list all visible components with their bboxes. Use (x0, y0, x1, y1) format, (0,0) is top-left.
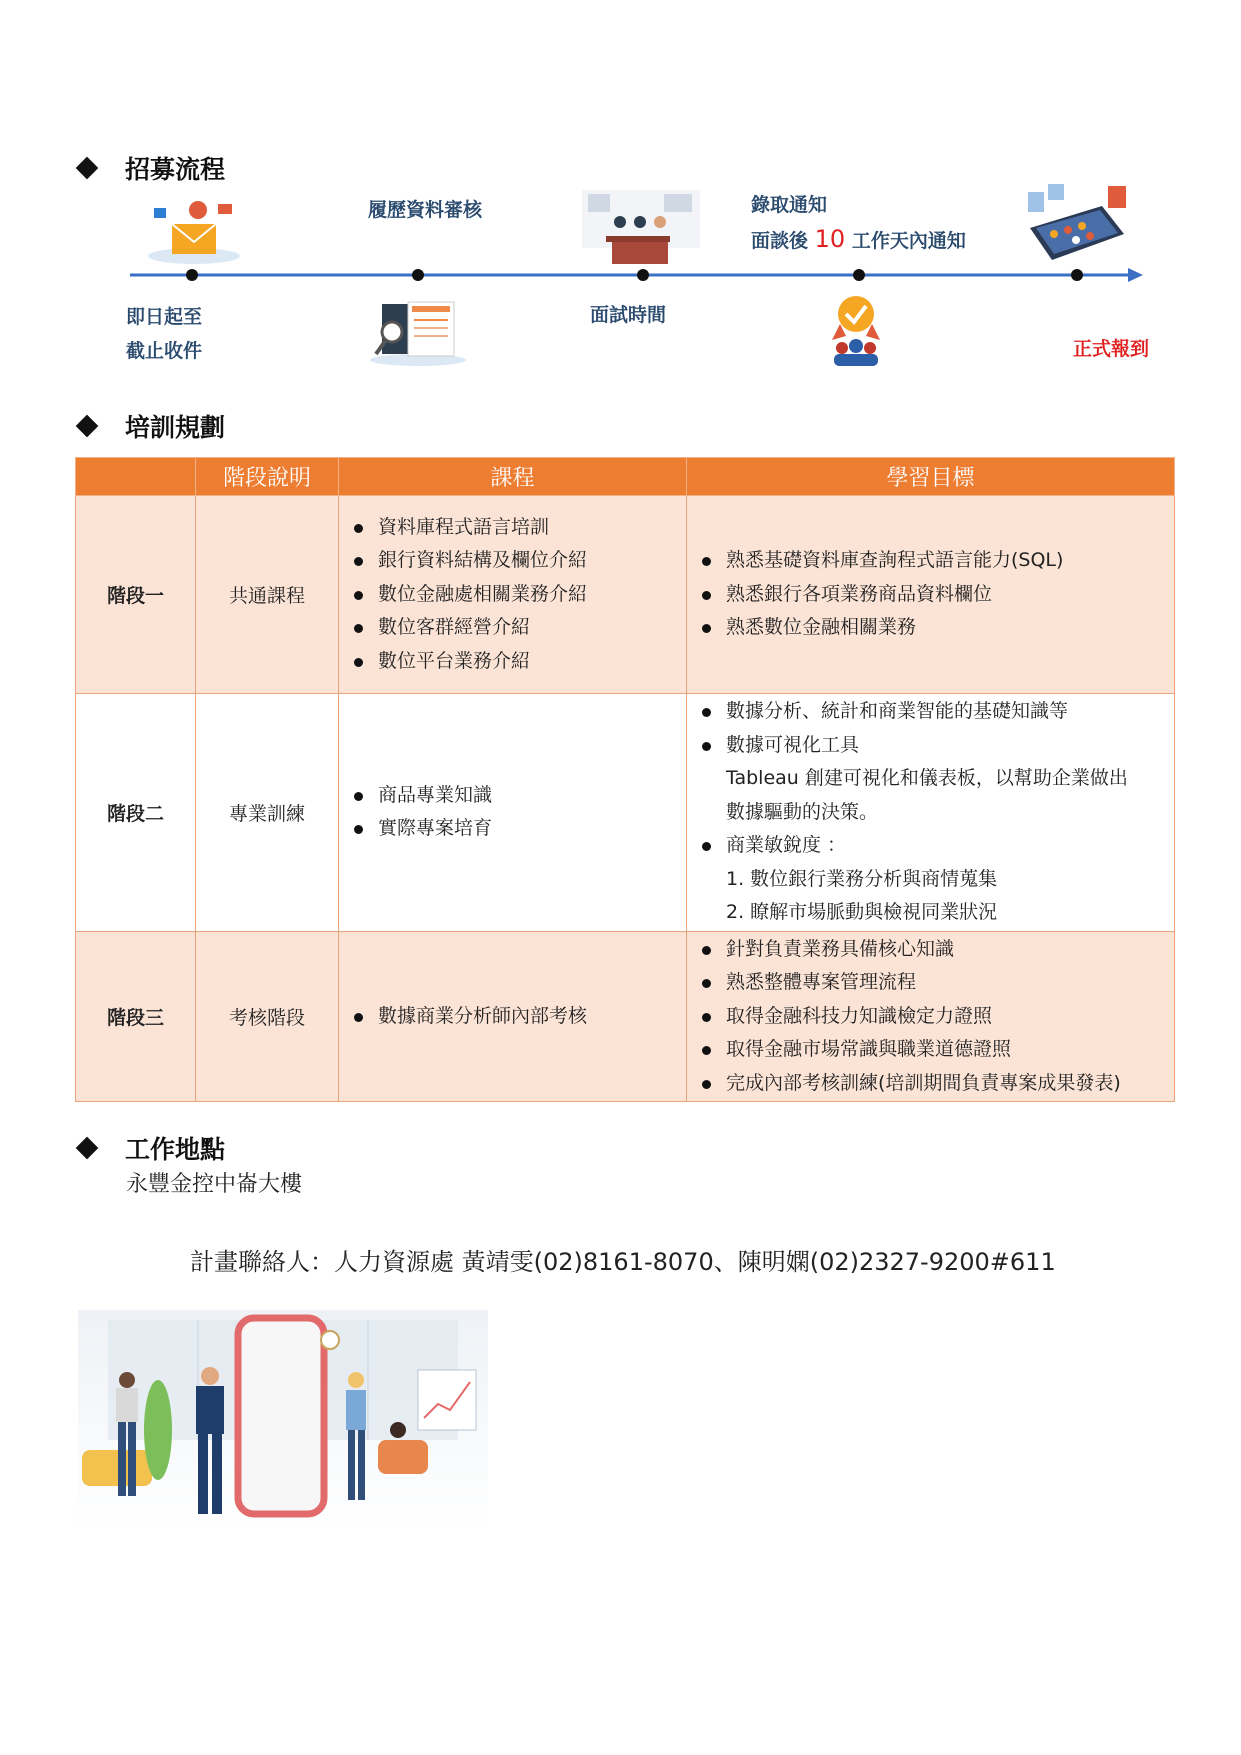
course-cell (339, 496, 687, 694)
diamond-bullet-icon (76, 157, 99, 180)
list-item: 數位金融處相關業務介紹 (352, 578, 685, 612)
interview-illustration (578, 184, 704, 264)
goal-cell (687, 694, 1175, 932)
list-item: 熟悉基礎資料庫查詢程式語言能力(SQL) (700, 544, 1173, 578)
list-item: 銀行資料結構及欄位介紹 (352, 544, 685, 578)
list-item: 熟悉整體專案管理流程 (700, 966, 1173, 1000)
list-item: 完成內部考核訓練(培訓期間負責專案成果發表) (700, 1067, 1173, 1101)
list-item: 數據可視化工具 (700, 729, 1173, 763)
header-stage-desc: 階段說明 (196, 458, 339, 496)
course-cell (339, 694, 687, 932)
list-item: 商品專業知識 (352, 779, 685, 813)
timeline-dot-4 (853, 269, 865, 281)
goal-cell (687, 496, 1175, 694)
timeline-dot-3 (637, 269, 649, 281)
list-item: 數位平台業務介紹 (352, 645, 685, 679)
diamond-bullet-icon (76, 1137, 99, 1160)
list-item: 數位客群經營介紹 (352, 611, 685, 645)
list-item: 數據分析、統計和商業智能的基礎知識等 (700, 695, 1173, 729)
office-illustration (78, 1310, 488, 1535)
list-item: 熟悉銀行各項業務商品資料欄位 (700, 578, 1173, 612)
flow-step-2: 履歷資料審核 (368, 199, 483, 221)
stage-desc: 考核階段 (196, 931, 339, 1102)
flow-step-3: 面試時間 (590, 304, 667, 326)
list-item: 熟悉數位金融相關業務 (700, 611, 1173, 645)
header-course: 課程 (339, 458, 687, 496)
stage-label: 階段二 (76, 694, 196, 932)
flow-step-4: 錄取通知 面談後 10 工作天內通知 (751, 188, 966, 258)
contact-info: 計畫聯絡人：人力資源處 黃靖雯(02)8161-8070、陳明嫻(02)2327-9200#611 (190, 1248, 1056, 1276)
table-row (76, 931, 1175, 1102)
training-plan-table (75, 457, 1175, 1102)
diamond-bullet-icon (76, 415, 99, 438)
list-item: 資料庫程式語言培訓 (352, 511, 685, 545)
list-item: 實際專案培育 (352, 812, 685, 846)
stage-label: 階段三 (76, 931, 196, 1102)
location-place: 永豐金控中崙大樓 (126, 1172, 303, 1197)
flow-step-5: 正式報到 (1073, 338, 1150, 360)
training-section-title: 培訓規劃 (75, 408, 225, 444)
list-item-sub: 1. 數位銀行業務分析與商情蒐集 (726, 867, 998, 890)
flow-step-4-notice: 面談後 10 工作天內通知 (751, 225, 966, 253)
location-section-title: 工作地點 (75, 1130, 225, 1166)
flow-step-1: 即日起至 截止收件 (126, 306, 203, 362)
offer-badge-illustration (826, 292, 886, 368)
table-row (76, 496, 1175, 694)
timeline-dot-5 (1071, 269, 1083, 281)
mail-application-illustration (146, 196, 242, 266)
goal-cell (687, 931, 1175, 1102)
onboarding-illustration (1024, 178, 1130, 266)
course-cell (339, 931, 687, 1102)
timeline-dot-1 (186, 269, 198, 281)
stage-desc: 共通課程 (196, 496, 339, 694)
list-item-note: Tableau 創建可視化和儀表板，以幫助企業做出 (726, 767, 1128, 789)
stage-desc: 專業訓練 (196, 694, 339, 932)
table-header-row (76, 458, 1175, 496)
list-item-sub: 2. 瞭解市場脈動與檢視同業狀況 (726, 901, 998, 923)
list-item: 取得金融科技力知識檢定力證照 (700, 1000, 1173, 1034)
recruit-section-title: 招募流程 (75, 150, 225, 186)
list-item: 數據商業分析師內部考核 (352, 1000, 685, 1034)
resume-review-illustration (368, 298, 468, 368)
list-item: 取得金融市場常識與職業道德證照 (700, 1033, 1173, 1067)
stage-label: 階段一 (76, 496, 196, 694)
table-row (76, 694, 1175, 932)
header-goal: 學習目標 (687, 458, 1175, 496)
list-item: 商業敏銳度 ： (700, 829, 1173, 863)
notice-days-number: 10 (814, 225, 846, 253)
list-item: 針對負責業務具備核心知識 (700, 933, 1173, 967)
timeline-dot-2 (412, 269, 424, 281)
list-item-note: 數據驅動的決策。 (726, 800, 879, 823)
header-empty (76, 458, 196, 496)
